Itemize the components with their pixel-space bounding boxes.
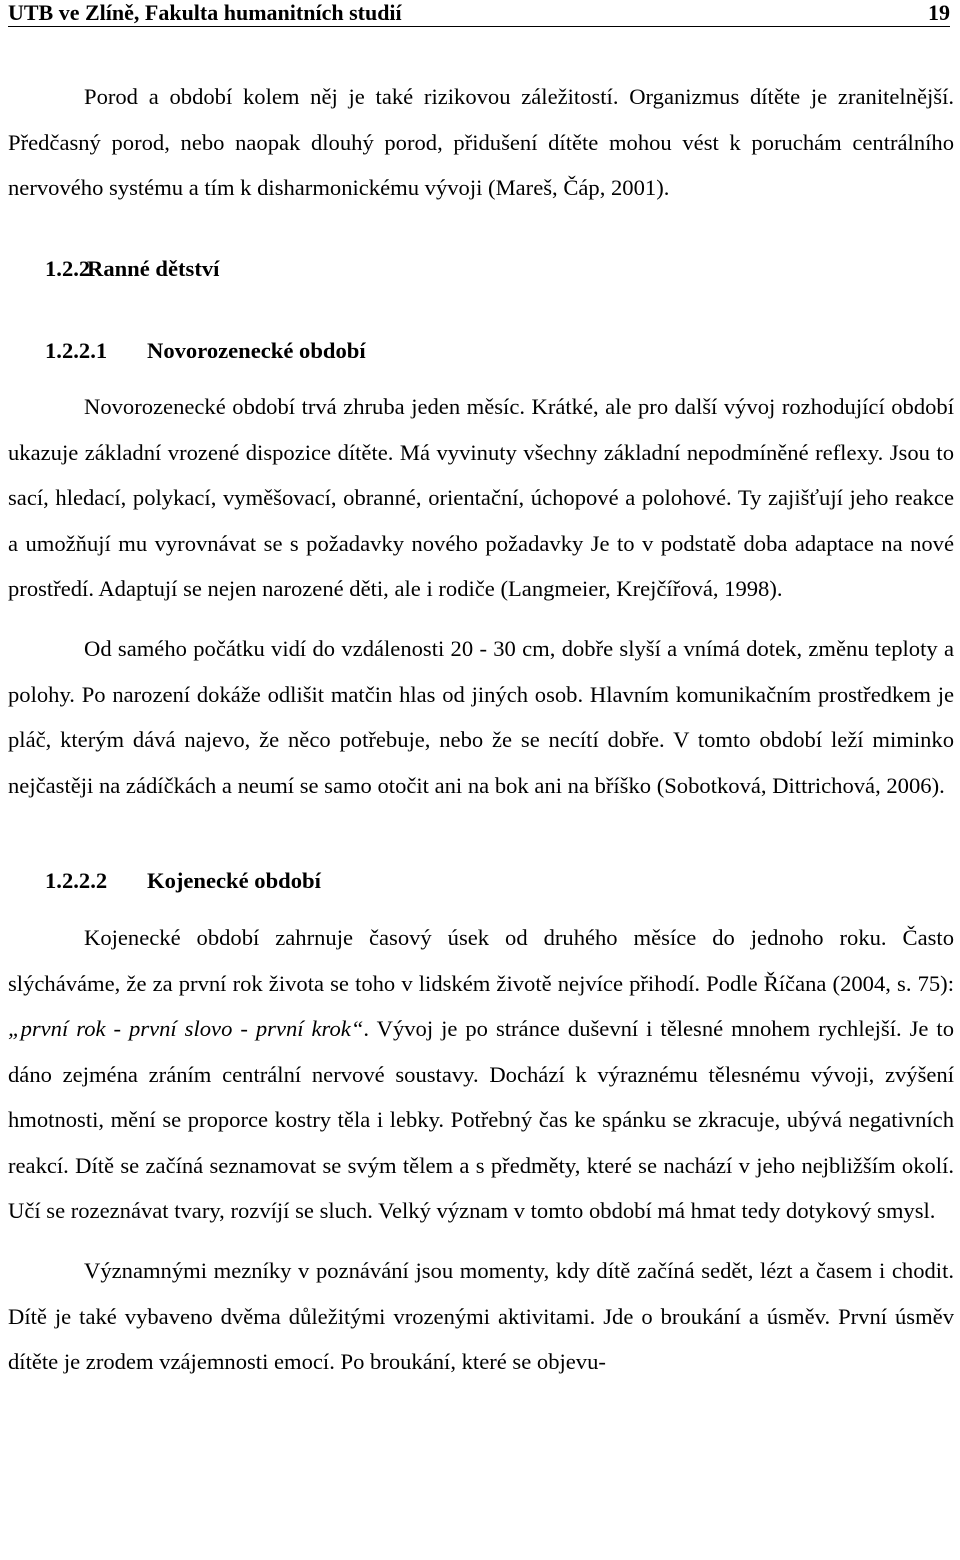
page-header (8, 0, 950, 27)
kojenecke-text-after-quote: . Vývoj je po stránce duševní i tělesné mnohem rychlejší. Je to dáno zejména zráním centrální nervové soustavy. Dochází k výraznému tělesnému vývoji, zvýšení hmotnosti, mění se proporce kostry těla i lebky. Potřebný čas ke spánku se zkracuje, ubývá negativních reakcí. Dítě se začíná seznamovat se svým tělem a s předměty, které se nachází v jeho nejbližším okolí. Učí se rozeznávat tvary, rozvíjí se sluch. Velký význam v tomto období má hmat tedy dotykový smysl. (8, 1016, 954, 1224)
heading-number: 1.2.2 (45, 255, 91, 281)
heading-novorozenecke-obdobi (8, 328, 954, 374)
page-content (8, 74, 954, 1385)
novorozenecke-paragraph-2: Od samého počátku vidí do vzdálenosti 20 - 30 cm, dobře slyší a vnímá dotek, změnu teploty a polohy. Po narození dokáže odlišit matčin hlas od jiných osob. Hlavním komunikačním prostředkem je pláč, kterým dává najevo, že něco potřebuje, nebo že se necítí dobře. V tomto období leží miminko nejčastěji na zádíčkách a neumí se samo otočit ani na bok ani na bříško (Sobotková, Dittrichová, 2006). (8, 635, 954, 798)
heading-title: Novorozenecké období (147, 338, 366, 364)
heading-number: 1.2.2.2 (45, 868, 108, 894)
heading-title: Kojenecké období (147, 868, 321, 894)
heading-ranne-detstvi (8, 246, 954, 292)
page-number: 19 (928, 0, 950, 25)
heading-number: 1.2.2.1 (45, 338, 108, 364)
heading-kojenecke-obdobi (8, 858, 954, 904)
kojenecke-paragraph-1 (8, 915, 954, 1234)
novorozenecke-paragraph-1: Novorozenecké období trvá zhruba jeden měsíc. Krátké, ale pro další vývoj rozhodující období ukazuje základní vrozené dispozice dítěte. Má vyvinuty všechny základní nepodmíněné reflexy. Jsou to sací, hledací, polykací, vyměšovací, obranné, orientační, úchopové a polohové. Ty zajišťují jeho reakce a umožňují mu vyrovnávat se s požadavky nového požadavky Je to v podstatě doba adaptace na nové prostředí. Adaptují se nejen narozené děti, ale i rodiče (Langmeier, Krejčířová, 1998). (8, 393, 954, 602)
intro-paragraph: Porod a období kolem něj je také rizikovou záležitostí. Organizmus dítěte je zranitelnější. Předčasný porod, nebo naopak dlouhý porod, přidušení dítěte mohou vést k poruchám centrálního nervového systému a tím k disharmonickému vývoji (Mareš, Čáp, 2001). (8, 84, 954, 201)
kojenecke-paragraph-2: Významnými mezníky v poznávání jsou momenty, kdy dítě začíná sedět, lézt a časem i chodit. Dítě je také vybaveno dvěma důležitými vrozenými aktivitami. Jde o broukání a úsměv. První úsměv dítěte je zrodem vzájemnosti emocí. Po broukání, které se objevu- (8, 1258, 954, 1375)
header-title: UTB ve Zlíně, Fakulta humanitních studií (8, 0, 402, 25)
ricany-quote: „první rok - první slovo - první krok“ (8, 1016, 364, 1042)
heading-title: Ranné dětství (87, 255, 220, 281)
kojenecke-text-before-quote: Kojenecké období zahrnuje časový úsek od druhého měsíce do jednoho roku. Často slýcháváme, že za první rok života se toho v lidském životě nejvíce přihodí. Podle Říčana (2004, s. 75): (8, 924, 954, 996)
